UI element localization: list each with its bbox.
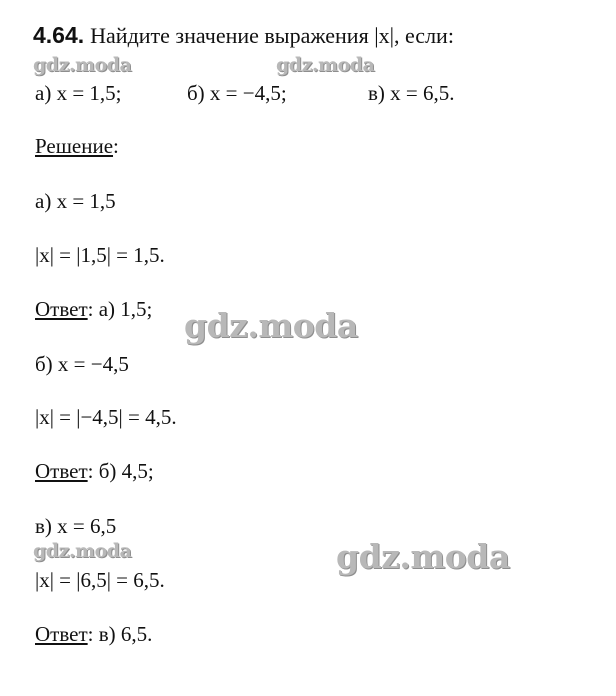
watermark: gdz.moda xyxy=(184,306,358,345)
part-a: а) x = 1,5; xyxy=(35,81,122,105)
solution-a-answer xyxy=(35,296,152,322)
solution-heading xyxy=(35,133,119,159)
solution-heading-colon: : xyxy=(113,134,119,158)
solution-b-answer xyxy=(35,458,154,484)
problem-number: 4.64. xyxy=(33,22,85,48)
answer-label: Ответ xyxy=(35,459,88,483)
watermark: gdz.moda xyxy=(336,537,510,576)
watermark: gdz.moda xyxy=(33,540,132,562)
solution-b-given: б) x = −4,5 xyxy=(35,352,129,376)
answer-label: Ответ xyxy=(35,622,88,646)
solution-b-calc: |x| = |−4,5| = 4,5. xyxy=(35,405,177,429)
answer-label: Ответ xyxy=(35,297,88,321)
part-b: б) x = −4,5; xyxy=(187,81,287,105)
solution-a-given: а) x = 1,5 xyxy=(35,189,116,213)
solution-c-answer xyxy=(35,621,152,647)
solution-a-calc: |x| = |1,5| = 1,5. xyxy=(35,243,165,267)
solution-heading-label: Решение xyxy=(35,134,114,158)
answer-value: : в) 6,5. xyxy=(87,622,153,646)
solution-c-calc: |x| = |6,5| = 6,5. xyxy=(35,568,165,592)
problem-title xyxy=(33,22,454,49)
watermark: gdz.moda xyxy=(276,54,375,76)
problem-text: Найдите значение выражения |x|, если: xyxy=(90,23,454,48)
part-c: в) x = 6,5. xyxy=(368,81,455,105)
answer-value: : а) 1,5; xyxy=(87,297,153,321)
watermark: gdz.moda xyxy=(33,54,132,76)
answer-value: : б) 4,5; xyxy=(87,459,154,483)
solution-c-given: в) x = 6,5 xyxy=(35,514,117,538)
